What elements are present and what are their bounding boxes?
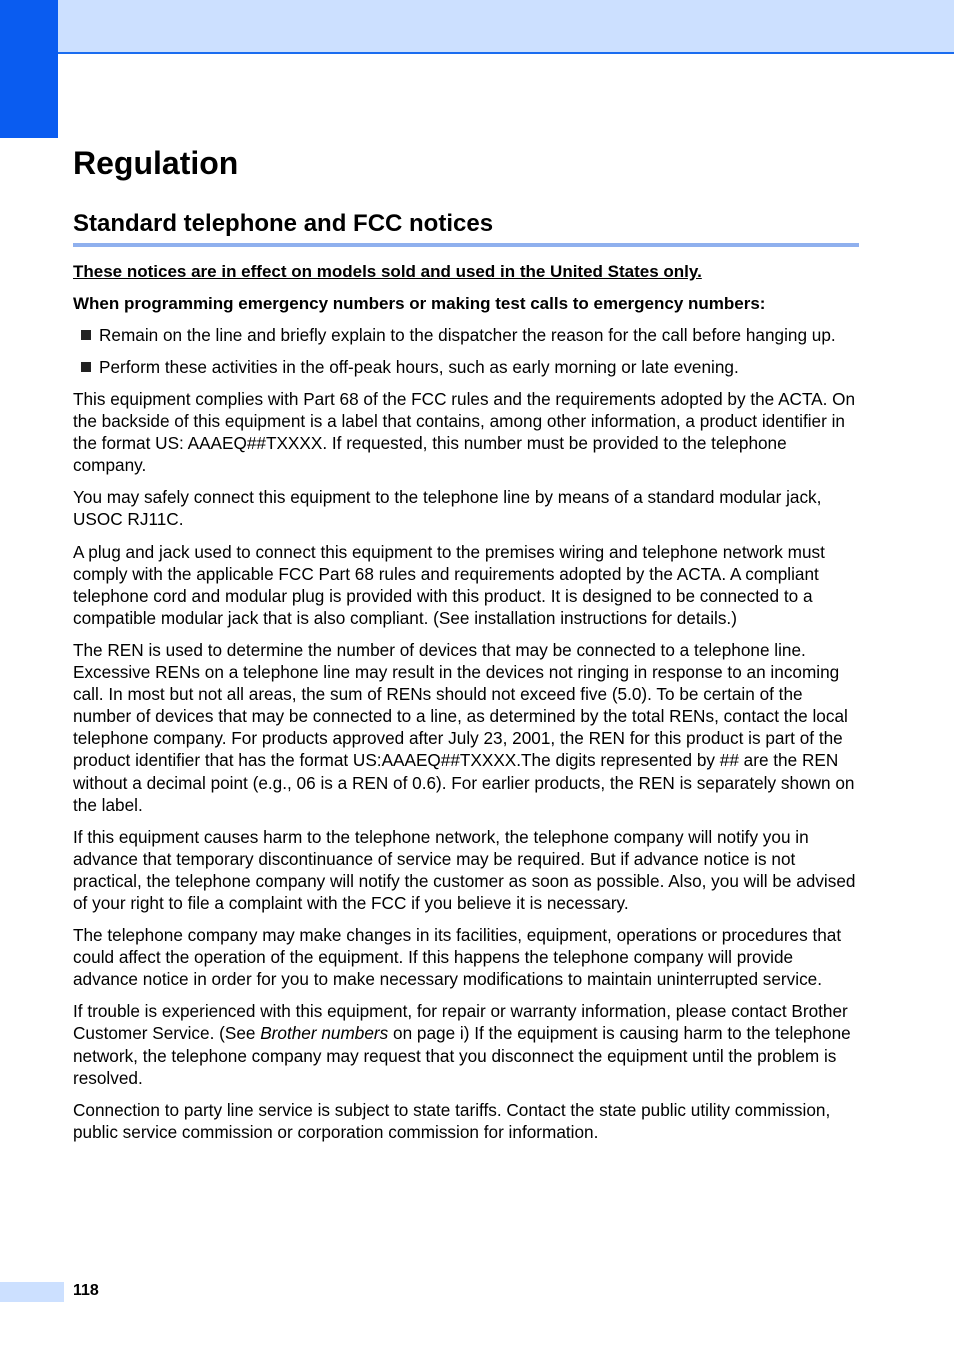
emergency-bullet-list [73,324,859,378]
square-bullet-icon [81,362,91,372]
paragraph-part68: This equipment complies with Part 68 of the FCC rules and the requirements adopted by the ACTA. On the backside of this equipment is a label that contains, among other information, a product identifier in the format US: AAAEQ##TXXXX. If requested, this number must be provided to the telephone company. [73,389,856,476]
paragraph-plug-jack: A plug and jack used to connect this equipment to the premises wiring and telephone network must comply with the applicable FCC Part 68 rules and requirements adopted by the ACTA. A compliant telephone cord and modular plug is provided with this product. It is designed to be connected to a compatible modular jack that is also compliant. (See installation instructions for details.) [73,541,825,628]
trouble-text-before: If trouble is experienced with this equipment, for repair or warranty information, please contact Brother Customer Service. (See [73,1001,848,1044]
body-text [73,261,859,1153]
bullet-text: Perform these activities in the off-peak hours, such as early morning or late evening. [99,357,739,377]
trouble-text-after: on page i) If the equipment is causing harm to the telephone network, the telephone company may request that you disconnect the equipment until the problem is resolved. [73,1023,851,1088]
paragraph-ren: The REN is used to determine the number of devices that may be connected to a telephone line. Excessive RENs on a telephone line may result in the devices not ringing in response to an incoming call. In most but not all areas, the sum of RENs should not exceed five (5.0). To be certain of the number of devices that may be connected to a line, as determined by the total RENs, contact the local telephone company. For products approved after July 23, 2001, the REN for this product is part of the product identifier that has the format US:AAAEQ##TXXXX.The digits represented by ## are the REN without a decimal point (e.g., 06 is a REN of 0.6). For earlier products, the REN is separately shown on the label. [73,639,855,815]
page-title: Regulation [73,145,239,181]
us-notice: These notices are in effect on models sold and used in the United States only. [73,262,702,281]
emergency-notice: When programming emergency numbers or making test calls to emergency numbers: [73,294,766,313]
header-band [0,0,954,54]
page-number: 118 [73,1282,99,1299]
paragraph-trouble [73,1000,859,1088]
section-title: Standard telephone and FCC notices [73,208,859,247]
paragraph-harm: If this equipment causes harm to the telephone network, the telephone company will notify you in advance that temporary discontinuance of service may be required. But if advance notice is not practical, the telephone company will notify the customer as soon as possible. Also, you will be advised of your right to file a complaint with the FCC if you believe it is necessary. [73,826,856,913]
bullet-text: Remain on the line and briefly explain to the dispatcher the reason for the call before hanging up. [99,325,836,345]
brother-numbers-reference: Brother numbers [260,1023,389,1044]
list-item [73,324,859,346]
paragraph-party-line: Connection to party line service is subject to state tariffs. Contact the state public utility commission, public service commission or corporation commission for information. [73,1099,831,1142]
list-item [73,356,859,378]
chapter-tab [0,0,58,138]
paragraph-modular-jack: You may safely connect this equipment to the telephone line by means of a standard modular jack, USOC RJ11C. [73,487,822,530]
paragraph-changes: The telephone company may make changes in its facilities, equipment, operations or procedures that could affect the operation of the equipment. If this happens the telephone company will provide advance notice in order for you to make necessary modifications to maintain uninterrupted service. [73,925,842,990]
footer-band [0,1282,64,1302]
square-bullet-icon [81,330,91,340]
